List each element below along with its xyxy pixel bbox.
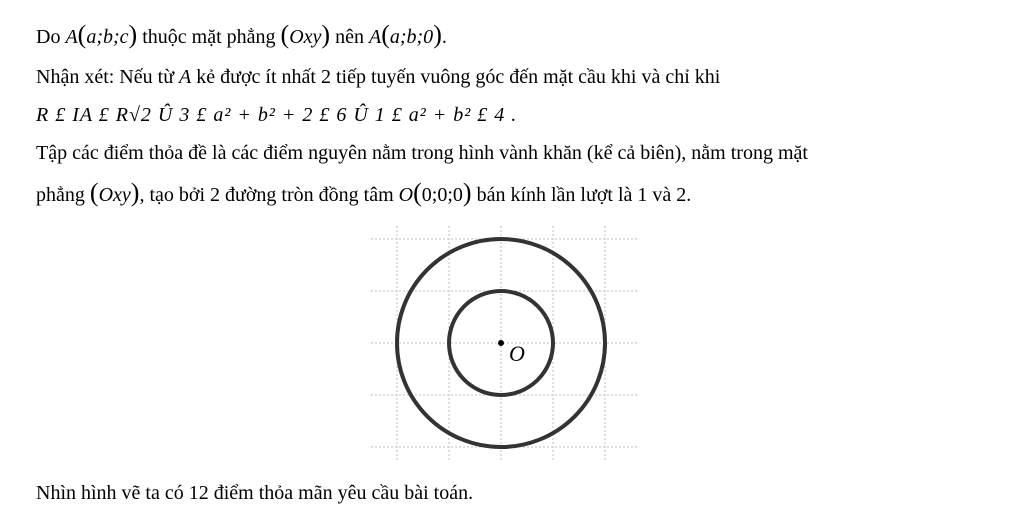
period: . (686, 184, 692, 206)
paren-open: ( (77, 20, 87, 49)
text: Nhận xét: Nếu từ (36, 66, 180, 88)
text: Do (36, 26, 66, 48)
paren-close: ) (433, 20, 442, 49)
period: . (441, 26, 447, 48)
paren-open: ( (89, 178, 99, 207)
plane-oxy: Oxy (98, 184, 131, 206)
statement-line-4: Tập các điểm thỏa đề là các điểm nguyên nằm trong hình vành khăn (kể cả biên), nằm trong mặt (36, 142, 808, 164)
text: phẳng (36, 184, 90, 206)
point-a-label: A (368, 26, 382, 48)
paren-close: ) (462, 178, 472, 207)
plane-oxy: Oxy (289, 26, 322, 48)
paren-close: ) (128, 20, 138, 49)
statement-line-1 (36, 20, 447, 50)
text: thuộc mặt phẳng (137, 26, 281, 48)
text: và (647, 184, 677, 206)
origin-dot (498, 340, 504, 346)
text: , tạo bởi 2 đường tròn đồng tâm (139, 184, 399, 206)
statement-line-5 (36, 178, 691, 208)
text: kẻ được ít nhất 2 tiếp tuyến vuông góc đến mặt cầu khi và chỉ khi (191, 66, 721, 88)
point-a-label: A (179, 66, 192, 88)
conclusion-line: Nhìn hình vẽ ta có 12 điểm thỏa mãn yêu cầu bài toán. (36, 482, 474, 504)
point-a-label: A (65, 26, 78, 48)
origin-label: O (509, 341, 525, 366)
paren-close: ) (321, 20, 331, 49)
text: nên (330, 26, 369, 48)
coordinates-abc: a;b;c (86, 26, 129, 48)
coordinates-000: 0;0;0 (421, 184, 463, 206)
paren-close: ) (130, 178, 140, 207)
annulus-figure (365, 218, 645, 468)
inequality-line: R £ IA £ R√2 Û 3 £ a² + b² + 2 £ 6 Û 1 £ a² + b² £ 4 . (36, 104, 518, 126)
statement-line-2 (36, 66, 720, 89)
coordinates-ab0: a;b;0 (389, 26, 434, 48)
paren-open: ( (280, 20, 290, 49)
radius-1: 1 (637, 184, 648, 206)
paren-open: ( (413, 178, 422, 207)
radius-2: 2 (676, 184, 687, 206)
text: bán kính lần lượt là (471, 184, 638, 206)
paren-open: ( (381, 20, 390, 49)
center-o-label: O (398, 184, 414, 206)
